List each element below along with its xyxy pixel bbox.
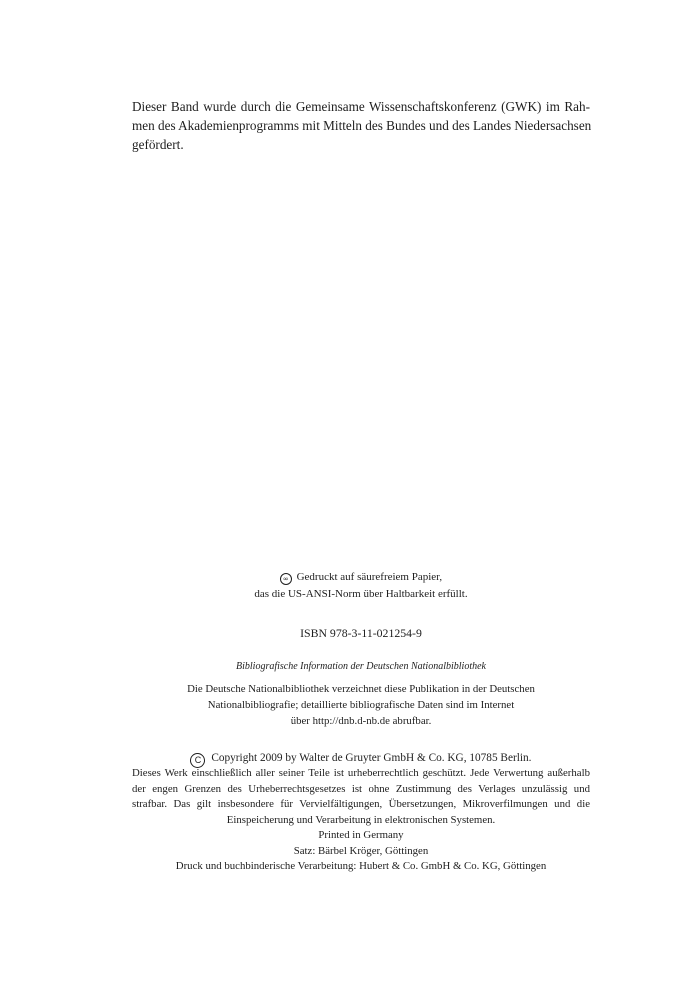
copyright-text: Copyright 2009 by Walter de Gruyter GmbH & Co. KG, 10785 Berlin. (211, 752, 532, 764)
paper-notice (132, 569, 590, 602)
bibliographic-heading: Bibliografische Information der Deutschen Nationalbibliothek (236, 661, 486, 672)
rights-notice (132, 766, 590, 875)
printed-in: Printed in Germany (318, 829, 404, 841)
bibliographic-line: über http://dnb.d-nb.de abrufbar. (290, 715, 432, 727)
funding-notice (132, 97, 590, 154)
funding-line: Dieser Band wurde durch die Gemeinsame Wissenschaftskonferenz (GWK) im Rah- (132, 99, 590, 114)
isbn: ISBN 978-3-11-021254-9 (300, 626, 422, 640)
bibliographic-line: Die Deutsche Nationalbibliothek verzeichnet diese Publikation in der Deutschen (187, 683, 535, 695)
typesetting-credit: Satz: Bärbel Kröger, Göttingen (293, 844, 429, 857)
bibliographic-line: Nationalbibliografie; detaillierte bibliografische Daten sind im Internet (207, 699, 515, 711)
rights-line: Einspeicherung und Verarbeitung in elektronischen Systemen. (226, 813, 496, 826)
paper-notice-line-1 (132, 569, 590, 586)
paper-notice-line-2: das die US-ANSI-Norm über Haltbarkeit erfüllt. (254, 587, 468, 600)
printing-credit: Druck und buchbinderische Verarbeitung: Hubert & Co. GmbH & Co. KG, Göttingen (175, 860, 547, 872)
funding-line: men des Akademienprogramms mit Mitteln des Bundes und des Landes Niedersachsen (132, 118, 592, 133)
rights-line: Dieses Werk einschließlich aller seiner Teile ist urheberrechtlich geschützt. Jede Verwertung außerhalb (132, 767, 590, 779)
bibliographic-info (132, 681, 590, 729)
rights-line: der engen Grenzen des Urheberrechtsgesetzes ist ohne Zustimmung des Verlages unzulässig und (132, 782, 590, 795)
funding-line: gefördert. (132, 137, 184, 152)
paper-notice-text-1: Gedruckt auf säurefreiem Papier, (296, 571, 443, 583)
acid-free-paper-icon: ∞ (280, 573, 292, 585)
rights-line: strafbar. Das gilt insbesondere für Vervielfältigungen, Übersetzungen, Mikroverfilmungen und die (132, 798, 590, 810)
copyright-icon: C (190, 753, 205, 768)
